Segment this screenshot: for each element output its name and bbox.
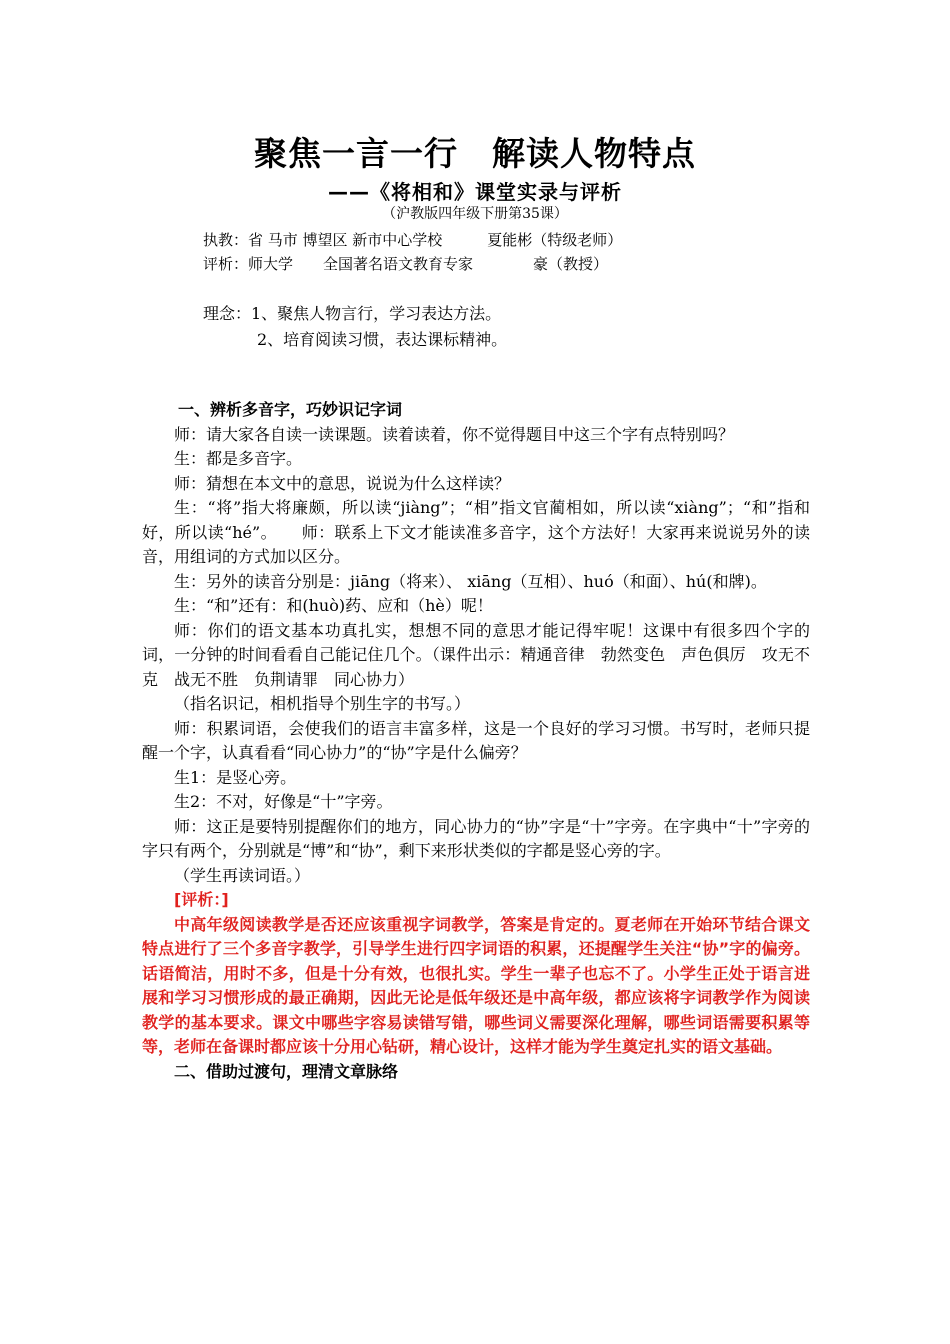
concept-line-2: 2、培育阅读习惯，表达课标精神。 [257,330,508,349]
paragraph: （学生再读词语。） [174,865,311,885]
comment-label: [评析：] [174,890,229,909]
section-heading-1: 一、辨析多音字，巧妙识记字词 [178,400,403,419]
teacher-line: 执教：省 马市 博望区 新市中心学校 夏能彬（特级老师） [203,231,623,249]
paragraph: 生2：不对，好像是“十”字旁。 [174,792,393,811]
paragraph: 生：“将”指大将廉颇，所以读“jiàng”；“相”指文官蔺相如，所以读“xiàng”；“和”指和好，所以读“hé”。 师：联系上下文才能读准多音字，这个方法好！大家再来说说另外的读音，用组词的方式加以区分。 [142,498,810,566]
concept-line-1: 理念：1、聚焦人物言行，学习表达方法。 [203,304,502,323]
paragraph: 生1：是竖心旁。 [174,767,297,787]
paragraph: 生：另外的读音分别是：jiāng（将来）、 xiāng（互相）、huó（和面）、hú(和牌)。 [174,571,767,591]
edition-note: （沪教版四年级下册第35课） [382,206,568,222]
paragraph: 生：都是多音字。 [174,449,303,468]
reviewer-line: 评析：师大学 全国著名语文教育专家 豪（教授） [203,255,609,273]
paragraph: 师：猜想在本文中的意思，说说为什么这样读？ [174,473,511,493]
page-subtitle: ——《将相和》课堂实录与评析 [328,180,622,204]
body-text [142,398,810,1084]
paragraph: 师：这正是要特别提醒你们的地方，同心协力的“协”字是“十”字旁。在字典中“十”字旁的字只有两个，分别就是“博”和“协”，剩下来形状类似的字都是竖心旁的字。 [142,816,810,860]
paragraph: 师：你们的语文基本功真扎实，想想不同的意思才能记得牢呢！这课中有很多四个字的词，一分钟的时间看看自己能记住几个。（课件出示：精通音律 勃然变色 声色俱厉 攻无不克 战无不胜 负荆请罪 同心协力） [142,620,810,689]
paragraph: （指名识记，相机指导个别生字的书写。） [174,694,471,713]
page-title: 聚焦一言一行 解读人物特点 [254,134,696,173]
paragraph: 师：积累词语，会使我们的语言丰富多样，这是一个良好的学习习惯。书写时，老师只提醒一个字，认真看看“同心协力”的“协”字是什么偏旁？ [142,718,810,762]
comment-text: 中高年级阅读教学是否还应该重视字词教学，答案是肯定的。夏老师在开始环节结合课文特点进行了三个多音字教学，引导学生进行四字词语的积累，还提醒学生关注“协”字的偏旁。话语简洁，用时不多，但是十分有效，也很扎实。学生一辈子也忘不了。小学生正处于语言进展和学习习惯形成的最正确期，因此无论是低年级还是中高年级，都应该将字词教学作为阅读教学的基本要求。课文中哪些字容易读错写错，哪些词义需要深化理解，哪些词语需要积累等等，老师在备课时都应该十分用心钻研，精心设计，这样才能为学生奠定扎实的语文基础。 [142,914,810,1056]
paragraph: 师：请大家各自读一读课题。读着读着，你不觉得题目中这三个字有点特别吗？ [174,424,735,444]
paragraph: 生：“和”还有：和(huò)药、应和（hè）呢！ [174,596,493,615]
section-heading-2: 二、借助过渡句，理清文章脉络 [174,1061,399,1081]
